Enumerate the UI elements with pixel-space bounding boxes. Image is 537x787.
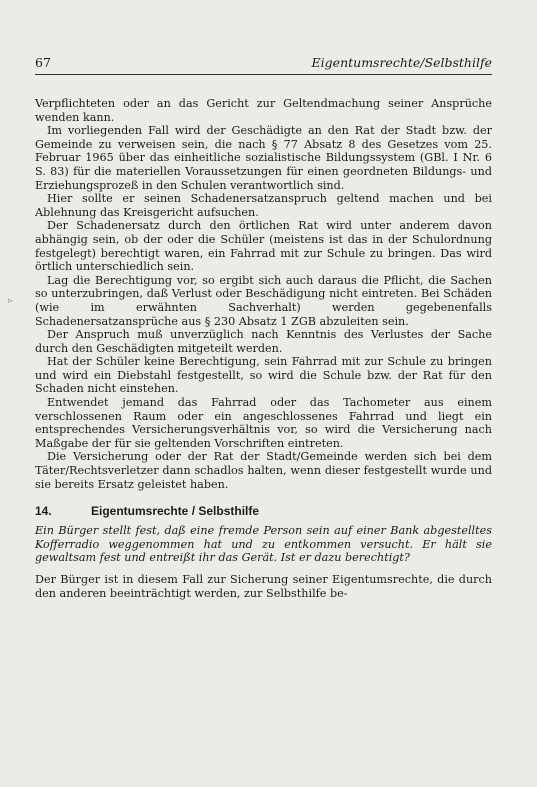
- body-text: [35, 97, 492, 600]
- margin-mark-icon: ▹: [8, 296, 13, 306]
- paragraph: Im vorliegenden Fall wird der Geschädigte an den Rat der Stadt bzw. der Gemeinde zu verweisen sein, die nach § 77 Absatz 8 des Gesetzes vom 25. Februar 1965 über das einheitliche sozialistische Bildungssystem (GBl. I Nr. 6 S. 83) für die materiellen Voraussetzungen für einen geordneten Bildungs- und Erziehungsprozeß in den Schulen verantwortlich sind.: [35, 124, 492, 192]
- paragraph: Die Versicherung oder der Rat der Stadt/Gemeinde werden sich bei dem Täter/Rechtsverletzer dann schadlos halten, wenn dieser festgestellt wurde und sie bereits Ersatz geleistet haben.: [35, 450, 492, 491]
- paragraph: Der Schadenersatz durch den örtlichen Rat wird unter anderem davon abhängig sein, ob der oder die Schüler (meistens ist das in der Schulordnung festgelegt) berechtigt waren, ein Fahrrad mit zur Schule zu bringen. Das wird örtlich unterschiedlich sein.: [35, 219, 492, 274]
- paragraph: Lag die Berechtigung vor, so ergibt sich auch daraus die Pflicht, die Sachen so unterzubringen, daß Verlust oder Beschädigung nicht eintreten. Bei Schäden (wie im erwähnten Sachverhalt) werden gegebenenfalls Schadenersatzansprüche aus § 230 Absatz 1 ZGB abzuleiten sein.: [35, 273, 492, 328]
- section-number: 14.: [35, 504, 52, 519]
- paragraph: Der Anspruch muß unverzüglich nach Kenntnis des Verlustes der Sache durch den Geschädigten mitgeteilt werden.: [35, 328, 492, 355]
- section-heading: [35, 504, 492, 519]
- paragraph: Hier sollte er seinen Schadenersatzanspruch geltend machen und bei Ablehnung das Kreisgericht aufsuchen.: [35, 192, 492, 219]
- paragraph: Verpflichteten oder an das Gericht zur Geltendmachung seiner Ansprüche wenden kann.: [35, 97, 492, 124]
- running-title: Eigentumsrechte/Selbsthilfe: [311, 55, 492, 70]
- page-number: 67: [35, 55, 51, 70]
- case-description: Ein Bürger stellt fest, daß eine fremde Person sein auf einer Bank abgestelltes Kofferradio weggenommen hat und zu entkommen versucht. Er hält sie gewaltsam fest und entreißt ihr das Gerät. Ist er dazu berechtigt?: [35, 524, 492, 565]
- paragraph: Hat der Schüler keine Berechtigung, sein Fahrrad mit zur Schule zu bringen und wird ein Diebstahl festgestellt, so wird die Schule bzw. der Rat für den Schaden nicht einstehen.: [35, 355, 492, 396]
- paragraph: Entwendet jemand das Fahrrad oder das Tachometer aus einem verschlossenen Raum oder ein angeschlossenes Fahrrad und liegt ein entsprechendes Versicherungsverhältnis vor, so wird die Versicherung nach Maßgabe der für sie geltenden Vorschriften eintreten.: [35, 396, 492, 450]
- section-title: Eigentumsrechte / Selbsthilfe: [91, 504, 260, 519]
- answer-paragraph: Der Bürger ist in diesem Fall zur Sicherung seiner Eigentumsrechte, die durch den anderen beeinträchtigt werden, zur Selbsthilfe be-: [35, 573, 492, 600]
- header-rule: [35, 74, 492, 75]
- page-header: [35, 55, 492, 71]
